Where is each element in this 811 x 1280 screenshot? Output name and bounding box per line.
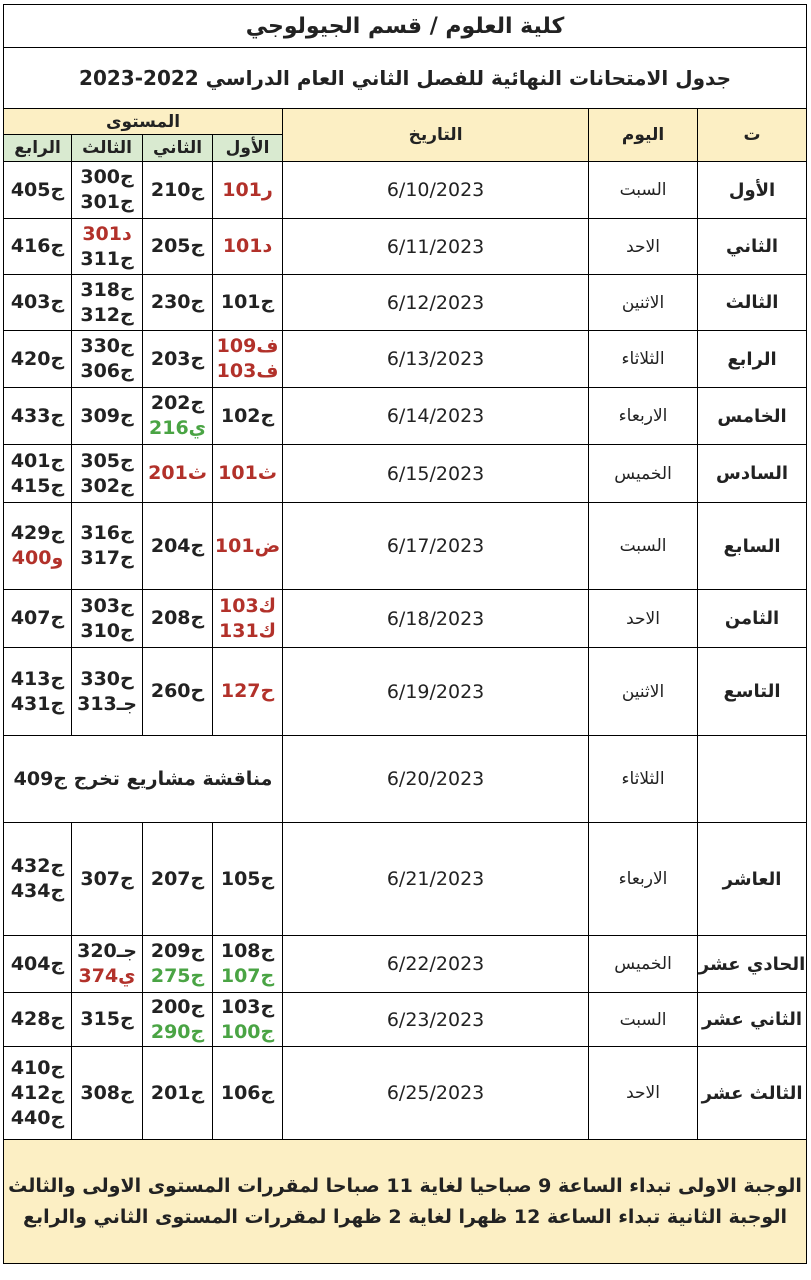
- course-code: ح260: [150, 680, 205, 702]
- course-code: ج275: [150, 965, 205, 987]
- course-code: ج317: [80, 547, 134, 569]
- exam-weekday: الخميس: [589, 445, 698, 503]
- footer-line2: الوجبة الثانية تبداء الساعة 12 ظهرا لغاية 2 ظهرا لمقررات المستوى الثاني والرابع: [23, 1205, 787, 1228]
- course-code: ج105: [220, 867, 275, 890]
- level-2-courses: [143, 648, 213, 736]
- table-row: [4, 219, 807, 275]
- level-3-courses: [72, 275, 143, 331]
- table-row: [4, 331, 807, 388]
- level-2-courses: [143, 388, 213, 445]
- level-3-courses: [72, 162, 143, 219]
- course-code: ج200: [150, 995, 205, 1018]
- exam-date: 6/15/2023: [283, 445, 589, 503]
- course-code: ك131: [219, 619, 277, 642]
- course-code: ض101: [214, 534, 281, 557]
- level-1-courses: [213, 275, 283, 331]
- column-header-day: اليوم: [589, 109, 698, 162]
- exam-day-index: السابع: [698, 503, 807, 590]
- course-code: ج315: [80, 1008, 134, 1030]
- table-row: [4, 1047, 807, 1140]
- course-code: د101: [222, 235, 273, 257]
- exam-date: 6/18/2023: [283, 590, 589, 648]
- level-3-courses: [72, 648, 143, 736]
- exam-day-index: [698, 736, 807, 823]
- course-code: ج305: [80, 449, 134, 472]
- course-code: ج415: [10, 474, 65, 497]
- exam-date: 6/11/2023: [283, 219, 589, 275]
- level-2-courses: [143, 445, 213, 503]
- exam-day-index: الثامن: [698, 590, 807, 648]
- level-1-courses: [213, 388, 283, 445]
- course-code: ي216: [149, 417, 207, 439]
- course-code: ج431: [10, 692, 65, 715]
- table-row: [4, 590, 807, 648]
- level-3-courses: [72, 445, 143, 503]
- exam-day-index: الثاني: [698, 219, 807, 275]
- course-code: ج428: [10, 1008, 65, 1030]
- level-4-courses: [4, 388, 72, 445]
- exam-weekday: الثلاثاء: [589, 736, 698, 823]
- course-code: ج318: [80, 278, 134, 301]
- course-code: ج309: [80, 404, 134, 427]
- level-1-courses: [213, 590, 283, 648]
- course-code: ج412: [10, 1081, 65, 1104]
- exam-day-index: السادس: [698, 445, 807, 503]
- course-code: ج308: [80, 1081, 134, 1104]
- level-3-courses: [72, 1047, 143, 1140]
- course-code: ج432: [10, 855, 65, 877]
- course-code: ج209: [150, 940, 205, 962]
- level-2-courses: [143, 993, 213, 1047]
- exam-date: 6/14/2023: [283, 388, 589, 445]
- course-code: ج420: [10, 347, 65, 370]
- exam-date: 6/12/2023: [283, 275, 589, 331]
- course-code: ك103: [219, 594, 277, 617]
- exam-weekday: الاحد: [589, 219, 698, 275]
- level-1-courses: [213, 331, 283, 388]
- level-2-courses: [143, 275, 213, 331]
- level-header-2: الثاني: [143, 135, 213, 162]
- exam-day-index: التاسع: [698, 648, 807, 736]
- level-header-1: الأول: [213, 135, 283, 162]
- course-code: ج413: [10, 667, 65, 690]
- level-4-courses: [4, 590, 72, 648]
- exam-day-index: الحادي عشر: [698, 936, 807, 993]
- course-code: ج401: [10, 449, 65, 472]
- level-1-courses: [213, 648, 283, 736]
- table-row: [4, 445, 807, 503]
- level-4-courses: [4, 219, 72, 275]
- exam-day-index: الثالث: [698, 275, 807, 331]
- level-1-courses: [213, 445, 283, 503]
- level-4-courses: [4, 331, 72, 388]
- course-code: ج405: [10, 178, 65, 201]
- level-2-courses: [143, 331, 213, 388]
- course-code: ج101: [220, 291, 275, 313]
- level-4-courses: [4, 1047, 72, 1140]
- table-row: [4, 993, 807, 1047]
- course-code: ح330: [80, 667, 134, 690]
- page-subtitle: جدول الامتحانات النهائية للفصل الثاني العام الدراسي 2022-2023: [4, 48, 807, 109]
- exam-weekday: السبت: [589, 503, 698, 590]
- course-code: ج103: [220, 995, 275, 1018]
- course-code: ث101: [218, 462, 277, 484]
- level-1-courses: [213, 1047, 283, 1140]
- level-4-courses: [4, 823, 72, 936]
- table-row: [4, 388, 807, 445]
- level-4-courses: [4, 445, 72, 503]
- course-code: جـ313: [77, 692, 137, 715]
- exam-weekday: السبت: [589, 162, 698, 219]
- exam-date: 6/22/2023: [283, 936, 589, 993]
- exam-weekday: السبت: [589, 993, 698, 1047]
- level-4-courses: [4, 936, 72, 993]
- exam-weekday: الاحد: [589, 1047, 698, 1140]
- course-code: ج107: [220, 965, 275, 987]
- exam-weekday: الخميس: [589, 936, 698, 993]
- level-2-courses: [143, 1047, 213, 1140]
- course-code: ج434: [10, 880, 65, 902]
- level-3-courses: [72, 219, 143, 275]
- exam-date: 6/25/2023: [283, 1047, 589, 1140]
- level-3-courses: [72, 993, 143, 1047]
- course-code: ج106: [220, 1081, 275, 1104]
- level-4-courses: [4, 648, 72, 736]
- exam-weekday: الاربعاء: [589, 823, 698, 936]
- course-code: ج230: [150, 291, 205, 313]
- level-2-courses: [143, 219, 213, 275]
- level-4-courses: [4, 275, 72, 331]
- course-code: ج108: [220, 940, 275, 962]
- exam-day-index: الأول: [698, 162, 807, 219]
- level-3-courses: [72, 388, 143, 445]
- course-code: ج407: [10, 607, 65, 629]
- level-2-courses: [143, 590, 213, 648]
- exam-date: 6/13/2023: [283, 331, 589, 388]
- page-title: كلية العلوم / قسم الجيولوجي: [4, 5, 807, 48]
- course-code: ر101: [222, 178, 273, 201]
- course-code: ج205: [150, 235, 205, 257]
- course-code: ج440: [10, 1106, 65, 1129]
- table-row: [4, 648, 807, 736]
- table-row: [4, 162, 807, 219]
- course-code: ج410: [10, 1056, 65, 1079]
- exam-date: 6/10/2023: [283, 162, 589, 219]
- level-2-courses: [143, 503, 213, 590]
- exam-day-index: الثالث عشر: [698, 1047, 807, 1140]
- level-2-courses: [143, 936, 213, 993]
- course-code: ج100: [220, 1020, 275, 1043]
- level-4-courses: [4, 162, 72, 219]
- footer-row: [4, 1140, 807, 1264]
- level-3-courses: [72, 590, 143, 648]
- level-1-courses: [213, 503, 283, 590]
- table-row: [4, 503, 807, 590]
- level-2-courses: [143, 162, 213, 219]
- footer-line1: الوجبة الاولى تبداء الساعة 9 صباحيا لغاية 11 صباحا لمقررات المستوى الاولى والثالث: [8, 1174, 802, 1197]
- exam-date: 6/19/2023: [283, 648, 589, 736]
- level-1-courses: [213, 936, 283, 993]
- footer-notes: [4, 1140, 807, 1264]
- column-header-index: ت: [698, 109, 807, 162]
- course-code: ج330: [80, 335, 134, 357]
- course-code: ج203: [150, 347, 205, 370]
- column-header-date: التاريخ: [283, 109, 589, 162]
- course-code: ج403: [10, 291, 65, 313]
- table-row: [4, 823, 807, 936]
- course-code: ج207: [150, 867, 205, 890]
- level-1-courses: [213, 162, 283, 219]
- exam-weekday: الاحد: [589, 590, 698, 648]
- course-code: ج433: [10, 404, 65, 427]
- course-code: و400: [11, 547, 64, 569]
- course-code: ي374: [78, 965, 136, 987]
- course-code: ج303: [80, 594, 134, 617]
- level-3-courses: [72, 331, 143, 388]
- exam-day-index: الخامس: [698, 388, 807, 445]
- exam-date: 6/20/2023: [283, 736, 589, 823]
- exam-weekday: الثلاثاء: [589, 331, 698, 388]
- course-code: ج416: [10, 235, 65, 257]
- column-header-level: المستوى: [4, 109, 283, 135]
- level-3-courses: [72, 503, 143, 590]
- course-code: ج310: [80, 619, 134, 642]
- exam-weekday: الاربعاء: [589, 388, 698, 445]
- course-code: ف103: [216, 360, 279, 382]
- course-code: ج429: [10, 522, 65, 544]
- table-row: [4, 936, 807, 993]
- course-code: ج404: [10, 952, 65, 975]
- course-code: ج312: [80, 303, 134, 326]
- course-code: ج204: [150, 534, 205, 557]
- exam-day-index: الرابع: [698, 331, 807, 388]
- exam-day-index: الثاني عشر: [698, 993, 807, 1047]
- course-code: ج208: [150, 607, 205, 629]
- course-code: ج210: [150, 178, 205, 201]
- level-3-courses: [72, 823, 143, 936]
- table-row: [4, 736, 807, 823]
- level-4-courses: [4, 503, 72, 590]
- course-code: ث201: [148, 462, 207, 484]
- exam-date: 6/21/2023: [283, 823, 589, 936]
- course-code: د301: [82, 222, 132, 245]
- level-2-courses: [143, 823, 213, 936]
- course-code: ج307: [80, 867, 134, 890]
- course-code: ج290: [150, 1020, 205, 1043]
- exam-weekday: الاثنين: [589, 648, 698, 736]
- course-code: جـ320: [77, 940, 137, 962]
- discussion-note: مناقشة مشاريع تخرج ج409: [4, 736, 283, 823]
- course-code: ج316: [80, 522, 134, 544]
- course-code: ج201: [150, 1081, 205, 1104]
- level-1-courses: [213, 219, 283, 275]
- level-header-4: الرابع: [4, 135, 72, 162]
- exam-weekday: الاثنين: [589, 275, 698, 331]
- course-code: ج302: [80, 474, 134, 497]
- exam-date: 6/17/2023: [283, 503, 589, 590]
- exam-schedule-table: [3, 4, 807, 1264]
- course-code: ج311: [80, 247, 134, 270]
- level-header-3: الثالث: [72, 135, 143, 162]
- level-1-courses: [213, 993, 283, 1047]
- level-1-courses: [213, 823, 283, 936]
- course-code: ج306: [80, 360, 134, 382]
- course-code: ف109: [216, 335, 279, 357]
- exam-day-index: العاشر: [698, 823, 807, 936]
- level-3-courses: [72, 936, 143, 993]
- table-row: [4, 275, 807, 331]
- course-code: ج202: [150, 392, 205, 414]
- course-code: ح127: [220, 680, 275, 702]
- exam-date: 6/23/2023: [283, 993, 589, 1047]
- course-code: ج300: [80, 166, 134, 188]
- level-4-courses: [4, 993, 72, 1047]
- course-code: ج301: [80, 191, 134, 213]
- course-code: ج102: [220, 404, 275, 427]
